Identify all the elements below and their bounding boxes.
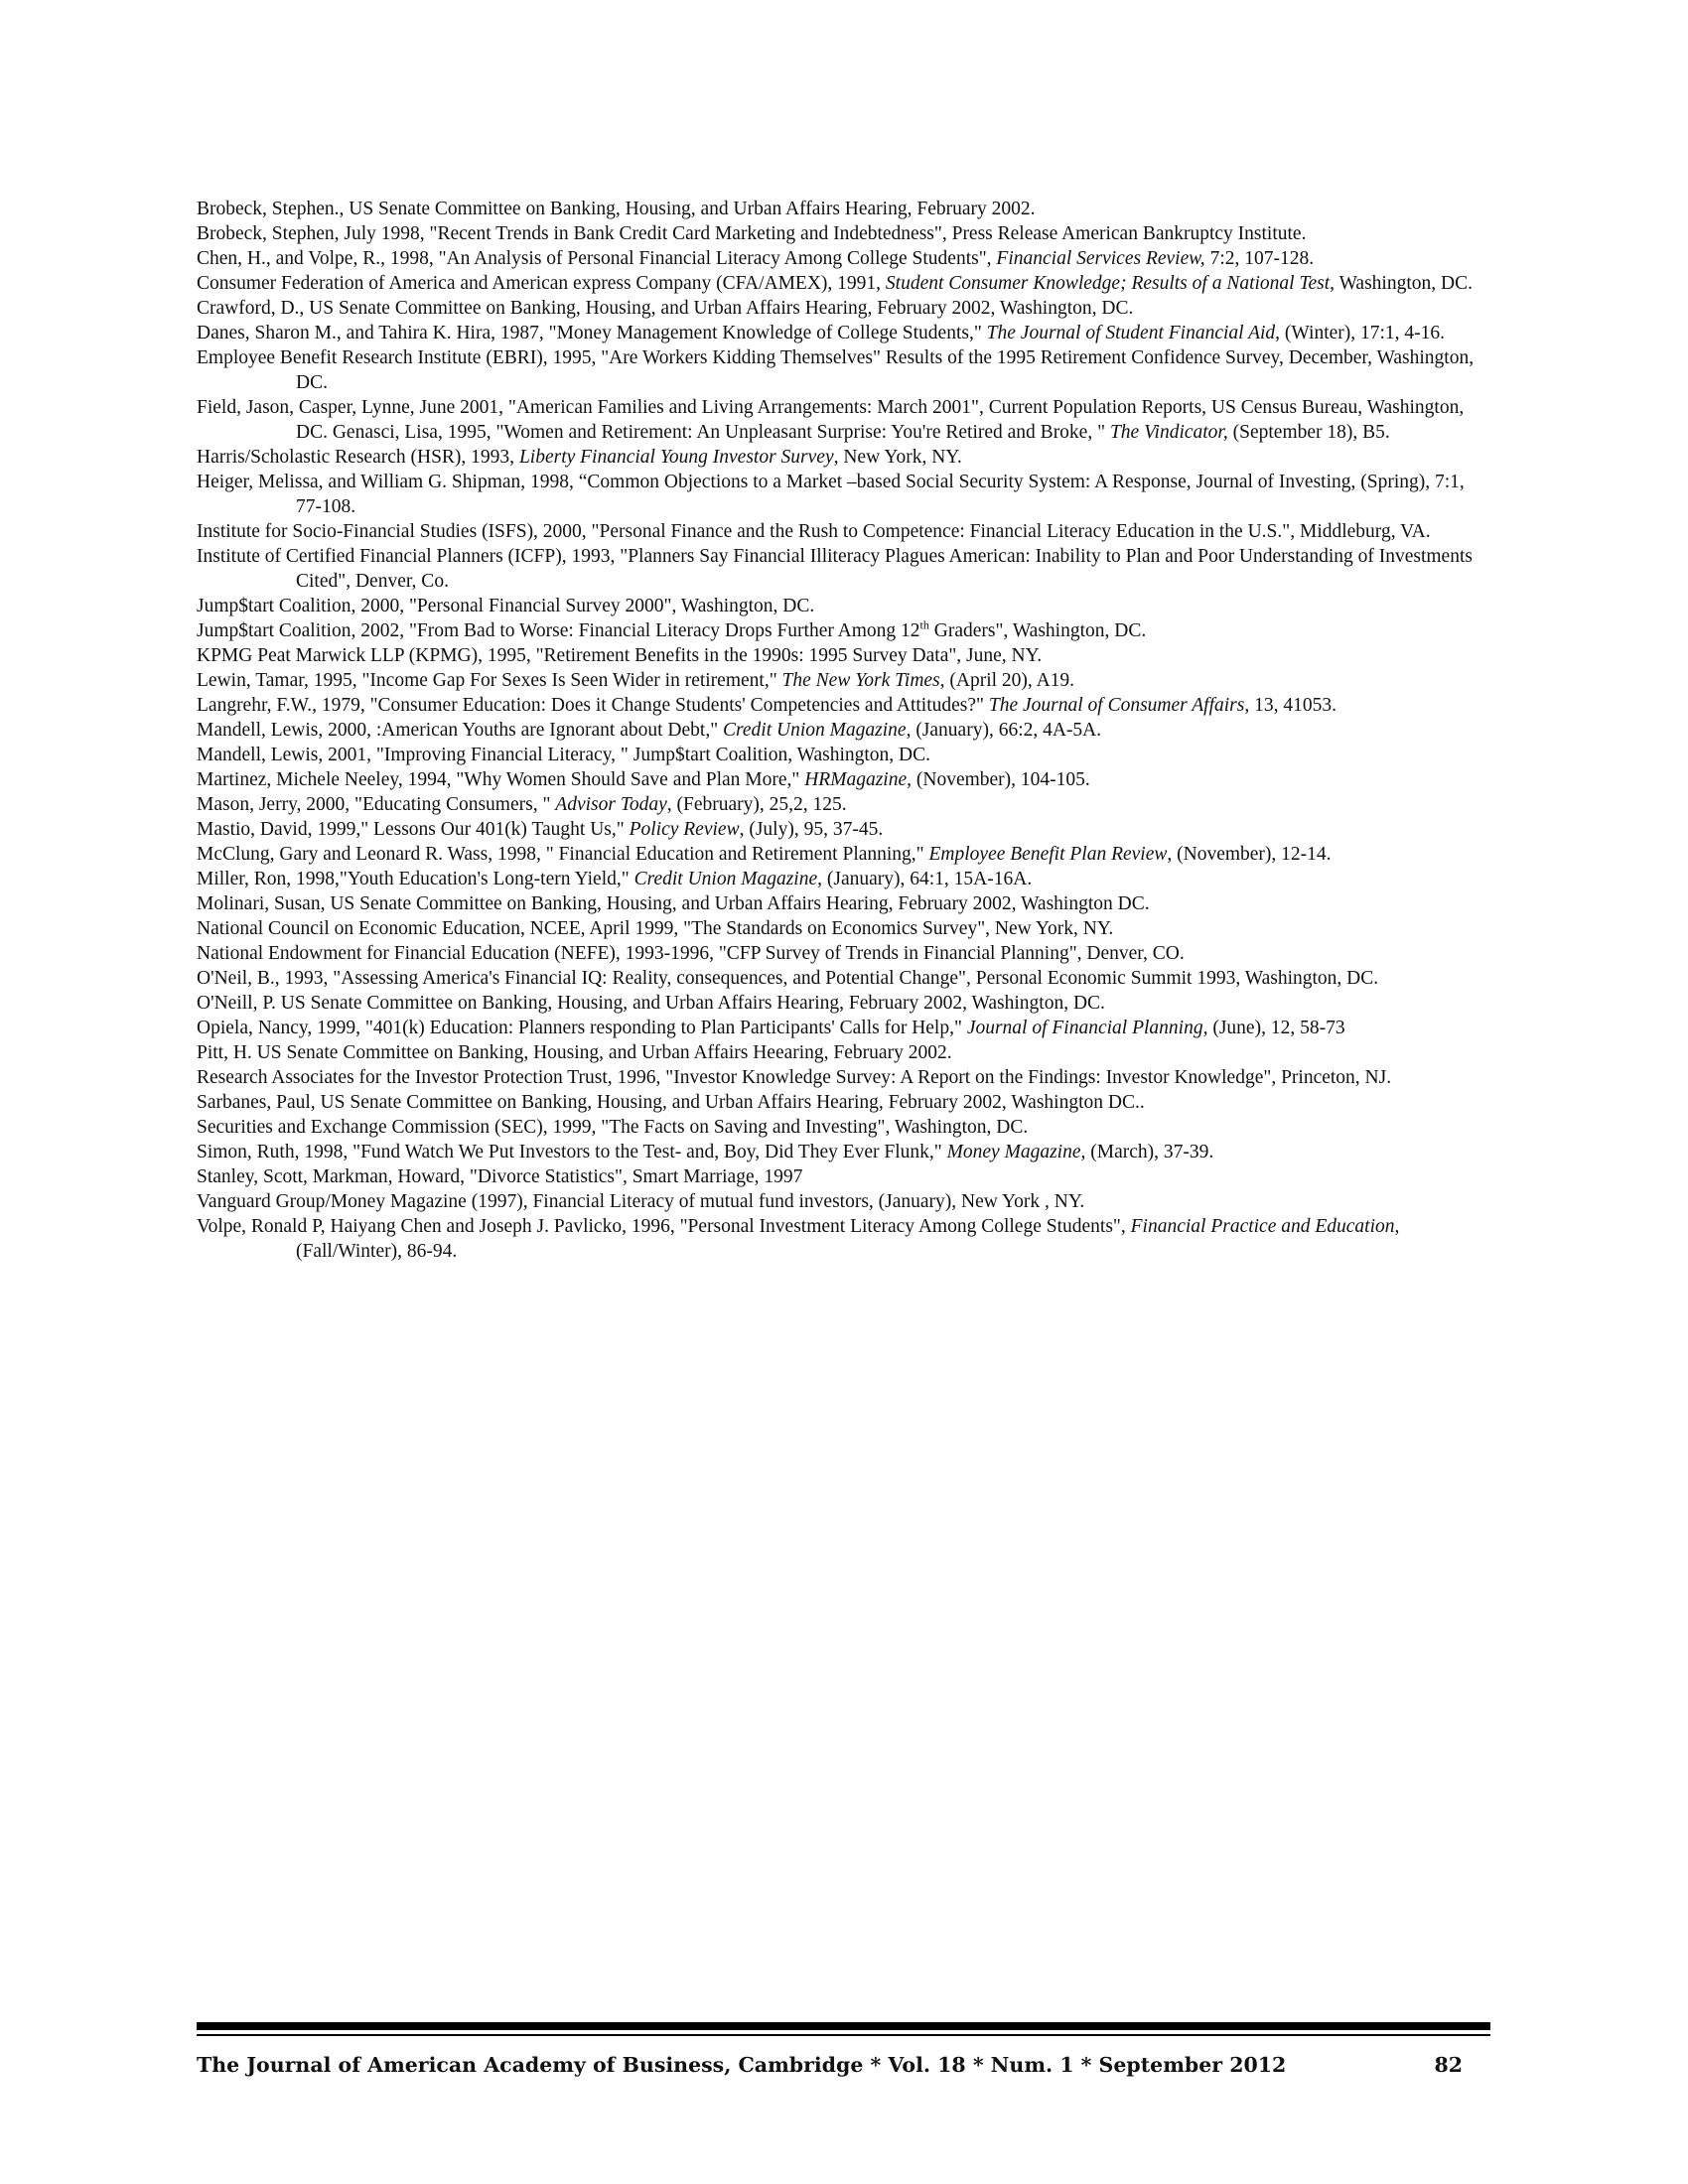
page-number: 82 bbox=[1434, 2053, 1463, 2077]
reference-text: Molinari, Susan, US Senate Committee on Banking, Housing, and Urban Affairs Hearing, February 2002, Washington DC. bbox=[197, 893, 1150, 914]
reference-text: Field, Jason, Casper, Lynne, June 2001, "American Families and Living Arrangements: March 2001", Current Population Reports, US Census Bureau, Washington, DC. Genasci, Lisa, 1995, "Women and Retirement: An Unpleasant Surprise: You're Retired and Broke, " bbox=[197, 397, 1465, 443]
reference-entry bbox=[197, 643, 1487, 668]
reference-entry bbox=[197, 1115, 1487, 1140]
reference-entry bbox=[197, 296, 1487, 321]
reference-entry bbox=[197, 197, 1487, 221]
footer-rule-thin bbox=[197, 2034, 1490, 2036]
reference-entry bbox=[197, 1065, 1487, 1090]
reference-text: Simon, Ruth, 1998, "Fund Watch We Put Investors to the Test- and, Boy, Did They Ever Flunk," bbox=[197, 1142, 947, 1162]
reference-text: , (July), 95, 37-45. bbox=[739, 819, 884, 840]
reference-entry bbox=[197, 470, 1487, 519]
reference-text: Securities and Exchange Commission (SEC), 1999, "The Facts on Saving and Investing", Washington, DC. bbox=[197, 1117, 1029, 1138]
reference-entry bbox=[197, 1214, 1487, 1264]
reference-text: Brobeck, Stephen., US Senate Committee on Banking, Housing, and Urban Affairs Hearing, February 2002. bbox=[197, 199, 1036, 219]
reference-text: Miller, Ron, 1998,"Youth Education's Long-tern Yield," bbox=[197, 869, 634, 889]
reference-text: Heiger, Melissa, and William G. Shipman, 1998, “Common Objections to a Market –based Social Security System: A Response, Journal of Investing, (Spring), 7:1, 77-108. bbox=[197, 472, 1465, 517]
reference-entry bbox=[197, 718, 1487, 743]
reference-entry bbox=[197, 445, 1487, 470]
reference-entry bbox=[197, 594, 1487, 618]
reference-entry bbox=[197, 891, 1487, 916]
reference-text: Martinez, Michele Neeley, 1994, "Why Women Should Save and Plan More," bbox=[197, 769, 805, 790]
reference-entry bbox=[197, 221, 1487, 246]
reference-text: Mason, Jerry, 2000, "Educating Consumers, " bbox=[197, 794, 556, 815]
reference-text: Jump$tart Coalition, 2002, "From Bad to Worse: Financial Literacy Drops Further Among 12 bbox=[197, 620, 920, 641]
reference-entry bbox=[197, 271, 1487, 296]
reference-entry bbox=[197, 618, 1487, 643]
reference-entry bbox=[197, 519, 1487, 544]
reference-entry bbox=[197, 743, 1487, 767]
reference-text: Mastio, David, 1999," Lessons Our 401(k) Taught Us," bbox=[197, 819, 630, 840]
reference-entry bbox=[197, 1189, 1487, 1214]
reference-text: Lewin, Tamar, 1995, "Income Gap For Sexes Is Seen Wider in retirement," bbox=[197, 670, 782, 691]
reference-text: Research Associates for the Investor Protection Trust, 1996, "Investor Knowledge Survey: A Report on the Findings: Investor Knowledge", Princeton, NJ. bbox=[197, 1067, 1392, 1088]
reference-entry bbox=[197, 817, 1487, 842]
reference-italic-title: The Journal of Consumer Affairs bbox=[988, 695, 1245, 716]
reference-text: Pitt, H. US Senate Committee on Banking, Housing, and Urban Affairs Heearing, February 2002. bbox=[197, 1042, 952, 1063]
reference-text: , 13, 41053. bbox=[1244, 695, 1336, 716]
reference-entry bbox=[197, 321, 1487, 345]
reference-text: KPMG Peat Marwick LLP (KPMG), 1995, "Retirement Benefits in the 1990s: 1995 Survey Data", June, NY. bbox=[197, 645, 1043, 666]
reference-italic-title: Student Consumer Knowledge; Results of a National Test bbox=[885, 273, 1331, 294]
footer-journal-title: The Journal of American Academy of Business, Cambridge * Vol. 18 * Num. 1 * September 2012 bbox=[197, 2053, 1287, 2077]
reference-text: Jump$tart Coalition, 2000, "Personal Financial Survey 2000", Washington, DC. bbox=[197, 596, 815, 616]
reference-entry bbox=[197, 1164, 1487, 1189]
reference-entry bbox=[197, 395, 1487, 445]
reference-text: , (January), 66:2, 4A-5A. bbox=[906, 720, 1102, 741]
reference-italic-title: Journal of Financial Planning, bbox=[966, 1018, 1208, 1038]
reference-italic-title: HRMagazine, bbox=[804, 769, 912, 790]
reference-superscript: th bbox=[919, 617, 929, 632]
reference-text: Mandell, Lewis, 2000, :American Youths are Ignorant about Debt," bbox=[197, 720, 724, 741]
reference-entry bbox=[197, 544, 1487, 594]
reference-italic-title: The Journal of Student Financial Aid, bbox=[986, 323, 1281, 343]
reference-text: O'Neil, B., 1993, "Assessing America's Financial IQ: Reality, consequences, and Potential Change", Personal Economic Summit 1993, Washington, DC. bbox=[197, 968, 1379, 989]
reference-text: Langrehr, F.W., 1979, "Consumer Education: Does it Change Students' Competencies and Attitudes?" bbox=[197, 695, 989, 716]
reference-text: Institute of Certified Financial Planners (ICFP), 1993, "Planners Say Financial Illiteracy Plagues American: Inability to Plan and Poor Understanding of Investments Cited", Denver, Co. bbox=[197, 546, 1473, 592]
reference-entry bbox=[197, 693, 1487, 718]
reference-text: Mandell, Lewis, 2001, "Improving Financial Literacy, " Jump$tart Coalition, Washington, DC. bbox=[197, 745, 930, 765]
reference-text: , (March), 37-39. bbox=[1080, 1142, 1214, 1162]
reference-text: (September 18), B5. bbox=[1227, 422, 1390, 443]
reference-text: Consumer Federation of America and American express Company (CFA/AMEX), 1991, bbox=[197, 273, 886, 294]
reference-text: Brobeck, Stephen, July 1998, "Recent Trends in Bank Credit Card Marketing and Indebtedness", Press Release American Bankruptcy Institute. bbox=[197, 223, 1307, 244]
reference-text: Graders", Washington, DC. bbox=[928, 620, 1147, 641]
reference-text: 7:2, 107-128. bbox=[1204, 248, 1315, 269]
reference-text: , (April 20), A19. bbox=[939, 670, 1075, 691]
reference-entry bbox=[197, 767, 1487, 792]
reference-italic-title: Employee Benefit Plan Review bbox=[928, 844, 1168, 865]
reference-italic-title: Credit Union Magazine bbox=[633, 869, 818, 889]
reference-entry bbox=[197, 916, 1487, 941]
reference-text: (June), 12, 58-73 bbox=[1207, 1018, 1345, 1038]
reference-entry bbox=[197, 345, 1487, 395]
reference-entry bbox=[197, 246, 1487, 271]
reference-italic-title: Liberty Financial Young Investor Survey bbox=[518, 447, 834, 468]
reference-text: , (January), 64:1, 15A-16A. bbox=[817, 869, 1033, 889]
reference-text: Sarbanes, Paul, US Senate Committee on Banking, Housing, and Urban Affairs Hearing, February 2002, Washington DC.. bbox=[197, 1092, 1145, 1113]
reference-italic-title: Credit Union Magazine bbox=[723, 720, 907, 741]
reference-text: Institute for Socio-Financial Studies (ISFS), 2000, "Personal Finance and the Rush to Competence: Financial Literacy Education in the U.S.", Middleburg, VA. bbox=[197, 521, 1431, 542]
reference-entry bbox=[197, 842, 1487, 867]
reference-entry bbox=[197, 867, 1487, 891]
reference-entry bbox=[197, 1016, 1487, 1040]
reference-entry bbox=[197, 1040, 1487, 1065]
reference-text: (Winter), 17:1, 4-16. bbox=[1280, 323, 1446, 343]
reference-entry bbox=[197, 668, 1487, 693]
reference-italic-title: The New York Times bbox=[781, 670, 940, 691]
reference-text: O'Neill, P. US Senate Committee on Banking, Housing, and Urban Affairs Hearing, February 2002, Washington, DC. bbox=[197, 993, 1105, 1014]
reference-italic-title: Money Magazine bbox=[946, 1142, 1081, 1162]
reference-text: Chen, H., and Volpe, R., 1998, "An Analysis of Personal Financial Literacy Among College Students", bbox=[197, 248, 997, 269]
reference-text: , (February), 25,2, 125. bbox=[666, 794, 847, 815]
reference-text: Vanguard Group/Money Magazine (1997), Financial Literacy of mutual fund investors, (January), New York , NY. bbox=[197, 1191, 1085, 1212]
reference-text: Opiela, Nancy, 1999, "401(k) Education: Planners responding to Plan Participants' Calls for Help," bbox=[197, 1018, 967, 1038]
reference-text: Crawford, D., US Senate Committee on Banking, Housing, and Urban Affairs Hearing, February 2002, Washington, DC. bbox=[197, 298, 1134, 319]
reference-entry bbox=[197, 1140, 1487, 1164]
reference-italic-title: Financial Services Review, bbox=[996, 248, 1205, 269]
reference-entry bbox=[197, 792, 1487, 817]
reference-italic-title: Advisor Today bbox=[555, 794, 667, 815]
reference-text: National Endowment for Financial Education (NEFE), 1993-1996, "CFP Survey of Trends in Financial Planning", Denver, CO. bbox=[197, 943, 1185, 964]
footer-rule-thick bbox=[197, 2022, 1490, 2030]
reference-text: , New York, NY. bbox=[833, 447, 962, 468]
reference-text: Stanley, Scott, Markman, Howard, "Divorce Statistics", Smart Marriage, 1997 bbox=[197, 1166, 803, 1187]
reference-text: (November), 104-105. bbox=[912, 769, 1090, 790]
reference-text: , (November), 12-14. bbox=[1167, 844, 1332, 865]
reference-text: National Council on Economic Education, NCEE, April 1999, "The Standards on Economics Survey", New York, NY. bbox=[197, 918, 1114, 939]
reference-text: Harris/Scholastic Research (HSR), 1993, bbox=[197, 447, 519, 468]
reference-entry bbox=[197, 991, 1487, 1016]
reference-text: Volpe, Ronald P, Haiyang Chen and Joseph J. Pavlicko, 1996, "Personal Investment Literacy Among College Students", bbox=[197, 1216, 1131, 1237]
reference-text: , Washington, DC. bbox=[1330, 273, 1473, 294]
reference-entry bbox=[197, 1090, 1487, 1115]
reference-text: Danes, Sharon M., and Tahira K. Hira, 1987, "Money Management Knowledge of College Students," bbox=[197, 323, 987, 343]
reference-italic-title: The Vindicator, bbox=[1109, 422, 1228, 443]
reference-entry bbox=[197, 966, 1487, 991]
reference-text: McClung, Gary and Leonard R. Wass, 1998, " Financial Education and Retirement Planning," bbox=[197, 844, 929, 865]
reference-text: Employee Benefit Research Institute (EBRI), 1995, "Are Workers Kidding Themselves" Results of the 1995 Retirement Confidence Survey, December, Washington, DC. bbox=[197, 347, 1475, 393]
reference-italic-title: Financial Practice and Education bbox=[1130, 1216, 1395, 1237]
reference-list bbox=[197, 197, 1487, 1264]
reference-entry bbox=[197, 941, 1487, 966]
reference-text: , (Fall/Winter), 86-94. bbox=[296, 1216, 1400, 1262]
reference-italic-title: Policy Review bbox=[629, 819, 740, 840]
